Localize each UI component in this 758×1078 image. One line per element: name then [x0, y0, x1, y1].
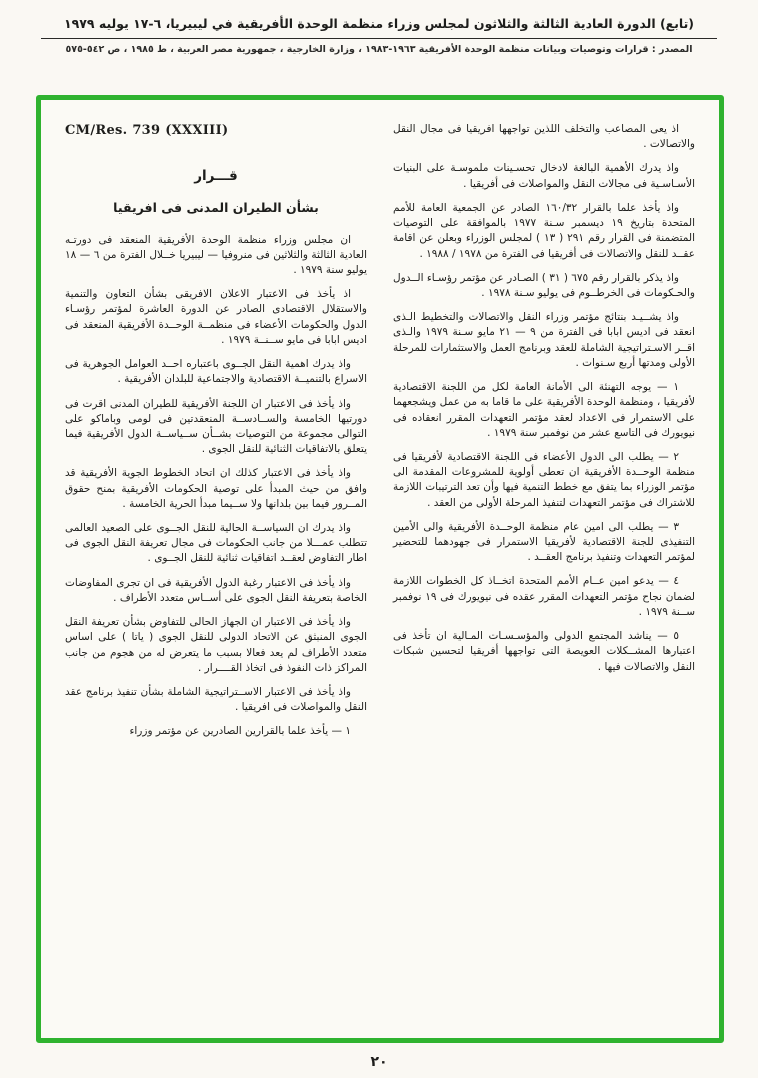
document-frame [36, 95, 724, 1043]
numbered-clause: ١ — يوجه التهنئة الى الأمانة العامة لكل من اللجنة الاقتصادية لأفريقيا ، ومنظمة الوحدة الأفريقية على ما قاما به من عمل ويشجعهما على الاستمرار فى الاعداد لعقد مؤتمر التعهدات المقرر انعقاده فى نيويورك فى التاسع عشر من نوفمبر سنة ١٩٧٩ . [393, 381, 695, 439]
resolution-title: قـــرار [194, 167, 238, 184]
resolution-subtitle: بشأن الطيران المدنى فى افريقيا [113, 200, 319, 216]
numbered-clause: ٣ — يطلب الى امين عام منظمة الوحــدة الأفريقية والى الأمين التنفيذى للجنة الاقتصادية لأفريقيا الاستمرار فى جهودهما للتحضير لمؤتمر التعهدات وتنفيذ برنامج العقــد . [393, 520, 695, 564]
page-header [0, 16, 758, 55]
paragraph: واذ يدرك ان السياســة الحالية للنقل الجــوى على الصعيد العالمى تتطلب عمـــلا من جانب الحكومات فى مجال تعريفة النقل الجوى فى اطار التفاوض لعقــد اتفاقيات ثنائية للنقل الجــوى . [65, 522, 367, 565]
header-divider [41, 38, 717, 39]
header-title: (تابع) الدورة العادية الثالثة والثلاثون لمجلس وزراء منظمة الوحدة الأفريقية في ليبيريا، ٦-١٧ يوليه ١٩٧٩ [63, 16, 695, 31]
paragraph: واذ يدرك الأهمية البالغة لادخال تحسـينات ملموسـة على البنيات الأسـاسـية فى مجالات النقل والمواصلات فى أفريقيا . [393, 162, 695, 190]
paragraph: واذ يأخذ فى الاعتبار ان اللجنة الأفريقية للطيران المدنى اقرت فى دورتيها الخامسة والســادســة المنعقدتين فى لومى وباماكو على التوالى مجموعة من التوصيات بشــأن ســياســة الدول الأفريقية فيما يتعلق بالاتفاقيات الثنائية للنقل الجوى . [65, 397, 367, 456]
paragraph: واذ يأخذ فى الاعتبار كذلك ان اتحاد الخطوط الجوية الأفريقية قد وافق من حيث المبدأ على توصية الحكومات الأفريقية بمنح حقوق المــرور فيما بين بلدانها ولا ســيما مبدأ الحرية الخامسة . [65, 467, 367, 510]
paragraph: اذ يعى المصاعب والتخلف اللذين تواجهها افريقيا فى مجال النقل والاتصالات . [393, 123, 695, 151]
paragraph: واذ يأخذ فى الاعتبار ان الجهاز الحالى للتفاوض بشأن تعريفة النقل الجوى المنبثق عن الاتحاد الدولى للنقل الجوى ( ياتا ) على اساس متعدد الأطراف لم يعد فعالا بسبب ما يتعرض له من هجوم من جانب المراكز ذات النفوذ فى اتخاذ القــــرار . [65, 616, 367, 674]
column-right [393, 122, 695, 1016]
paragraph: واذ يأخذ فى الاعتبار الاســتراتيجية الشاملة بشأن تنفيذ برنامج عقد النقل والمواصلات فى افريقيا . [65, 686, 367, 714]
column-left [65, 122, 367, 1016]
paragraph: واذ يذكر بالقرار رقم ٦٧٥ ( ٣١ ) الصـادر عن مؤتمر رؤسـاء الــدول والحـكومات فى الخرطــوم فى يوليو سـنة ١٩٧٨ . [393, 271, 695, 299]
page-number: ٢٠ [370, 1054, 388, 1070]
two-column-layout [41, 100, 719, 1038]
numbered-clause: ٤ — يدعو امين عــام الأمم المتحدة اتخــاذ كل الخطوات اللازمة لضمان نجاح مؤتمر التعهدات المقرر عقده فى نيويورك فى ١٩ نوفمبر ســنة ١٩٧٩ . [393, 575, 695, 618]
page-footer [0, 1054, 758, 1070]
paragraph: واذ يأخذ علما بالقرار ١٦٠/٣٢ الصادر عن الجمعية العامة للأمم المتحدة بتاريخ ١٩ ديسمبر سـنة ١٩٧٧ بالموافقة على التوصيات المتضمنة فى القرار رقم ٢٩١ ( ١٣ ) لمجلس الوزراء وبعلن عن اقامة عقــد للنقل والاتصالات فى أفريقيا فى الفترة من ١٩٧٨ / ١٩٨٨ . [393, 201, 695, 260]
paragraph: اذ يأخذ فى الاعتبار الاعلان الافريقى بشأن التعاون والتنمية والاستقلال الاقتصادى الصادر عن الدورة العاشرة لمؤتمر رؤسـاء الدول والحكومات الأعضاء فى منظمــة الوحــدة الأفريقية المنعقد فى اديس ابابا فى مايو ســنــة ١٩٧٩ . [65, 288, 367, 346]
numbered-clause: ٥ — يناشد المجتمع الدولى والمؤسـسـات المـالية ان تأخذ فى اعتبارها المشــكلات العويصة التى تواجهها أفريقيا لتحسين شبكات النقل والاتصالات فيها . [393, 630, 695, 673]
header-source: المصدر : قرارات وتوصيات وبيانات منظمة الوحدة الأفريقية ١٩٦٣-١٩٨٣ ، وزارة الخارجية ، جمهورية مصر العربية ، ط ١٩٨٥ ، ص ٥٤٢-٥٧٥ [65, 44, 693, 55]
paragraph: ان مجلس وزراء منظمة الوحدة الأفريقية المنعقد فى دورتـه العادية الثالثة والثلاثين فى منروفيا — ليبيريا خــلال الفترة من ٦ — ١٨ يوليو سنة ١٩٧٩ . [65, 233, 367, 276]
numbered-clause: ١ — يأخذ علما بالقرارين الصادرين عن مؤتمر وزراء [129, 725, 351, 738]
numbered-clause: ٢ — يطلب الى الدول الأعضاء فى اللجنة الاقتصادية لأفريقيا فى منظمة الوحــدة الأفريقية ان تعطى أولوية للمشروعات المقدمة الى مؤتمر الوزراء بما يتفق مع خطط التنمية فيها وأن تعد الترتيبات اللازمة للاشتراك فى مؤتمر التعهدات لتنفيذ المرحلة الأولى من العقد . [393, 450, 695, 509]
paragraph: واذ يأخذ فى الاعتبار رغبة الدول الأفريقية فى ان تجرى المفاوضات الخاصة بتعريفة النقل الجوى على أســاس متعدد الأطراف . [65, 576, 367, 604]
paragraph: واذ يدرك اهمية النقل الجــوى باعتباره احــد العوامل الجوهرية فى الاسراع بالتنميــة الاقتصادية والاجتماعية للبلدان الأفريقية . [65, 358, 367, 386]
paragraph: واذ يشــيـد بنتائج مؤتمر وزراء النقل والاتصالات والتخطيط الـذى انعقد فى اديس ابابا فى الفترة من ٩ — ٢١ مايو سـنة ١٩٧٩ والـذى اقــر الاسـتراتيجية الشاملة للعقد وبرنامج العمل والاستثمارات للمرحلة الأولى ومدتها أربع سـنوات . [393, 311, 695, 369]
doc-reference: CM/Res. 739 (XXXIII) [65, 123, 229, 138]
